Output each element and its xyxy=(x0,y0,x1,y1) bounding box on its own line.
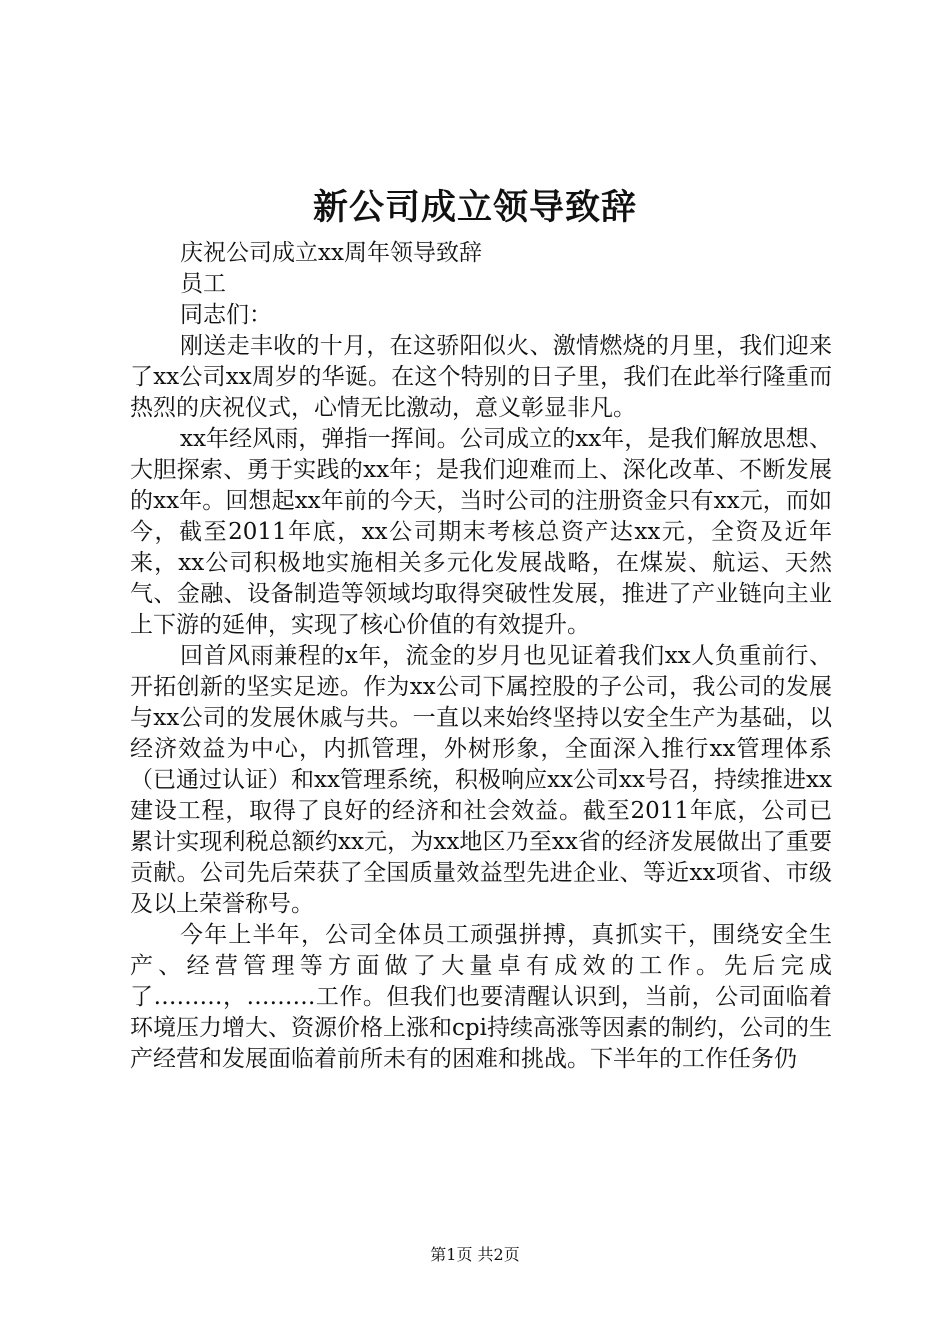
document-title: 新公司成立领导致辞 xyxy=(312,187,637,228)
speaker-line: 员工 xyxy=(180,271,226,297)
paragraph-1: 刚送走丰收的十月，在这骄阳似火、激情燃烧的月里，我们迎来了xx公司xx周岁的华诞。在这个特别的日子里，我们在此举行隆重而热烈的庆祝仪式，心情无比激动，意义彰显非凡。 xyxy=(130,333,832,421)
speech-subtitle: 庆祝公司成立xx周年领导致辞 xyxy=(180,240,482,266)
paragraph-2: xx年经风雨，弹指一挥间。公司成立的xx年，是我们解放思想、大胆探索、勇于实践的xx年；是我们迎难而上、深化改革、不断发展的xx年。回想起xx年前的今天，当时公司的注册资金只有xx元，而如今，截至2011年底，xx公司期末考核总资产达xx元，全资及近年来，xx公司积极地实施相关多元化发展战略，在煤炭、航运、天然气、金融、设备制造等领域均取得突破性发展，推进了产业链向主业上下游的延伸，实现了核心价值的有效提升。 xyxy=(130,426,832,638)
paragraph-3: 回首风雨兼程的x年，流金的岁月也见证着我们xx人负重前行、开拓创新的坚实足迹。作为xx公司下属控股的子公司，我公司的发展与xx公司的发展休戚与共。一直以来始终坚持以安全生产为基础，以经济效益为中心，内抓管理，外树形象，全面深入推行xx管理体系（已通过认证）和xx管理系统，积极响应xx公司xx号召，持续推进xx建设工程，取得了良好的经济和社会效益。截至2011年底，公司已累计实现利税总额约xx元，为xx地区乃至xx省的经济发展做出了重要贡献。公司先后荣获了全国质量效益型先进企业、等近xx项省、市级及以上荣誉称号。 xyxy=(130,643,832,917)
document-body xyxy=(130,238,832,1075)
paragraph-4: 今年上半年，公司全体员工顽强拼搏，真抓实干，围绕安全生产、经营管理等方面做了大量卓有成效的工作。先后完成了………，………工作。但我们也要清醒认识到，当前，公司面临着环境压力增大、资源价格上涨和cpi持续高涨等因素的制约，公司的生产经营和发展面临着前所未有的困难和挑战。下半年的工作任务仍 xyxy=(130,922,832,1072)
salutation: 同志们： xyxy=(180,302,272,328)
page-number-footer: 第1页 共2页 xyxy=(430,1245,520,1264)
